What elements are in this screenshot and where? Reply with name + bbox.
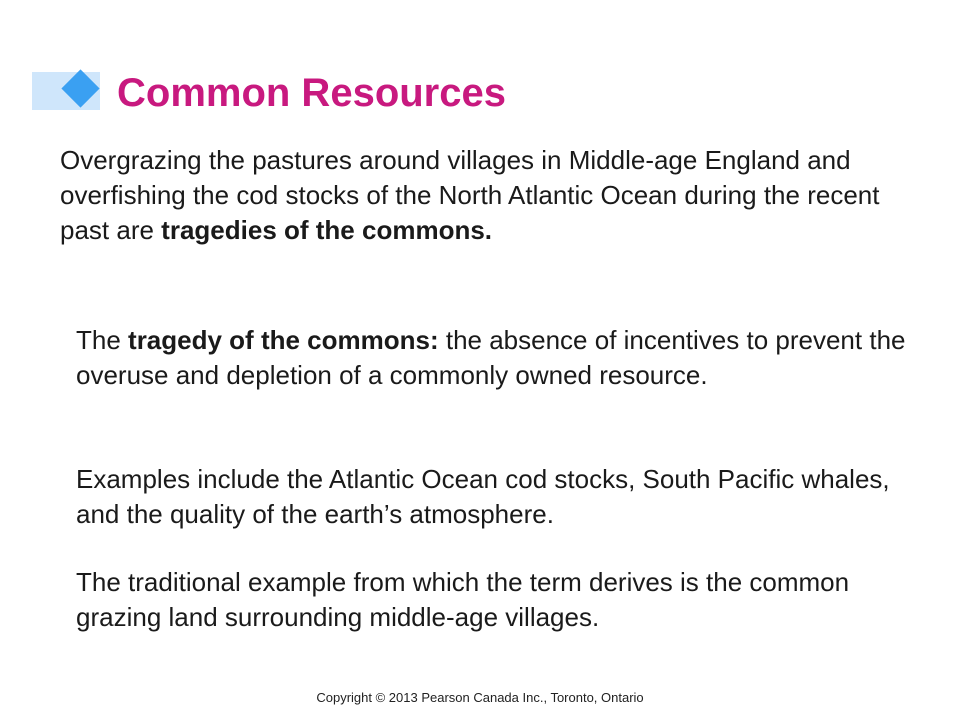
origin-paragraph: The traditional example from which the term derives is the common grazing land surrounding middle-age villages. xyxy=(76,567,850,632)
copyright-footer: Copyright © 2013 Pearson Canada Inc., Toronto, Ontario xyxy=(316,690,644,705)
definition-term: tragedy of the commons: xyxy=(128,325,439,355)
slide-title: Common Resources xyxy=(117,71,506,115)
definition-lead: The xyxy=(76,325,129,355)
intro-paragraph xyxy=(60,143,920,248)
definition-text: the absence of incentives to prevent the overuse and depletion of a commonly owned resource. xyxy=(76,325,906,390)
intro-text: Overgrazing the pastures around villages in Middle-age England and overfishing the cod stocks of the North Atlantic Ocean during the recent past are xyxy=(60,145,880,245)
intro-bold-term: tragedies of the commons. xyxy=(161,215,493,245)
definition-paragraph xyxy=(76,323,926,393)
examples-paragraph: Examples include the Atlantic Ocean cod stocks, South Pacific whales, and the quality of the earth’s atmosphere. xyxy=(76,464,890,529)
